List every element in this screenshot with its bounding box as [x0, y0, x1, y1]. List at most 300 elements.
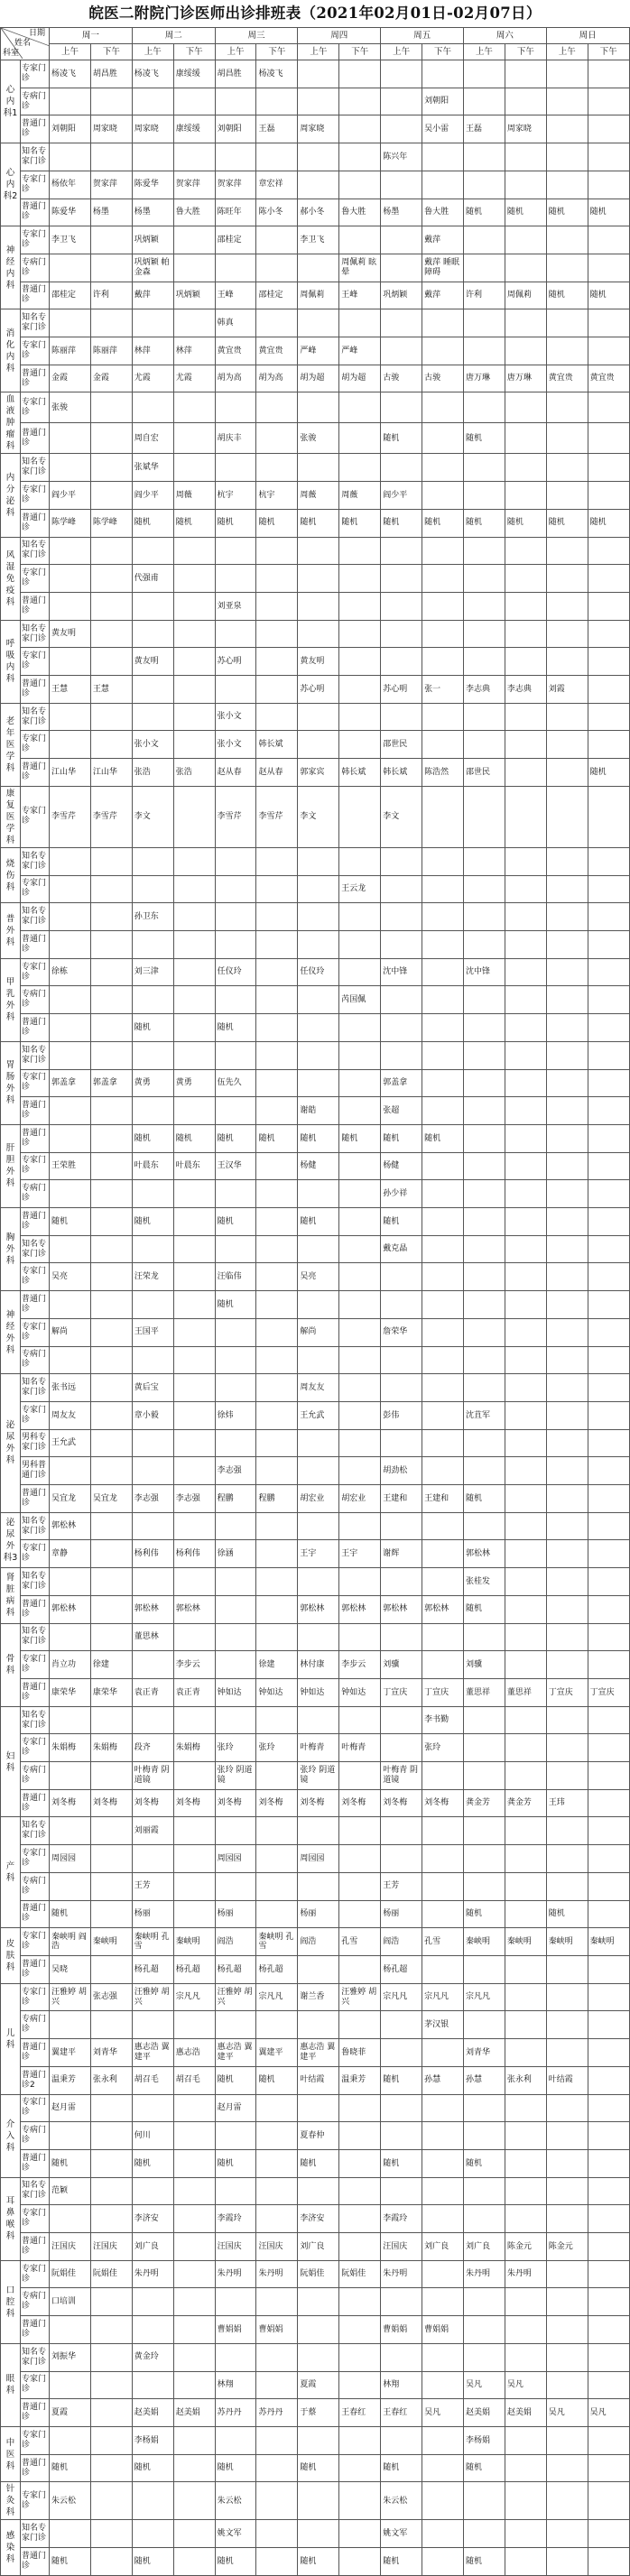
doctor-cell: 程鹏 — [215, 1485, 256, 1513]
doctor-cell: 韩真 — [215, 309, 256, 337]
doctor-cell — [50, 423, 91, 454]
doctor-cell: 张浩 — [132, 759, 173, 787]
doctor-cell — [173, 2371, 215, 2399]
doctor-cell — [90, 423, 132, 454]
doctor-cell: 巩炳颖 — [132, 226, 173, 254]
doctor-cell: 张小文 — [215, 703, 256, 731]
doctor-cell: 苏心明 — [215, 648, 256, 676]
doctor-cell: 汪雅婷 胡兴 — [132, 1983, 173, 2011]
doctor-cell: 巩炳颖 — [381, 282, 422, 309]
doctor-cell — [546, 60, 588, 88]
doctor-cell — [381, 171, 422, 199]
schedule-row — [1, 1595, 630, 1623]
doctor-cell: 沈中锋 — [463, 958, 505, 986]
doctor-cell: 李雪芹 — [215, 786, 256, 847]
clinic-type: 专病门诊 — [21, 986, 50, 1014]
doctor-cell — [173, 1872, 215, 1900]
clinic-type: 普通门诊 — [21, 1956, 50, 1984]
doctor-cell: 曹娟娟 — [215, 2316, 256, 2344]
doctor-cell — [463, 309, 505, 337]
pm-header: 下午 — [339, 44, 381, 60]
doctor-cell — [588, 1789, 629, 1817]
doctor-cell: 随机 — [381, 1124, 422, 1152]
doctor-cell — [132, 2288, 173, 2316]
schedule-row — [1, 1983, 630, 2011]
doctor-cell — [422, 2149, 464, 2177]
doctor-cell — [256, 986, 298, 1014]
schedule-row — [1, 2288, 630, 2316]
doctor-cell: 李卫飞 — [298, 226, 339, 254]
schedule-row — [1, 1900, 630, 1928]
doctor-cell — [505, 1069, 546, 1097]
doctor-cell: 周佩莉 眩晕 — [339, 254, 381, 282]
doctor-cell — [173, 1817, 215, 1845]
schedule-row — [1, 1235, 630, 1263]
doctor-cell — [505, 537, 546, 565]
doctor-cell: 杨健 — [298, 1152, 339, 1180]
doctor-cell — [381, 1014, 422, 1042]
schedule-row — [1, 1097, 630, 1125]
doctor-cell — [422, 309, 464, 337]
doctor-cell — [256, 2011, 298, 2039]
doctor-cell: 秦峡明 孔雪 — [132, 1928, 173, 1956]
department-name: 口腔科 — [1, 2260, 21, 2343]
doctor-cell — [463, 392, 505, 423]
doctor-cell: 叶晨东 — [173, 1152, 215, 1180]
doctor-cell — [215, 1595, 256, 1623]
doctor-cell — [505, 1900, 546, 1928]
doctor-cell — [256, 1762, 298, 1790]
doctor-cell — [256, 2426, 298, 2454]
doctor-cell — [588, 1485, 629, 1513]
doctor-cell — [339, 2371, 381, 2399]
doctor-cell — [505, 2094, 546, 2122]
doctor-cell — [505, 1540, 546, 1568]
doctor-cell — [256, 454, 298, 482]
doctor-cell — [132, 88, 173, 115]
doctor-cell — [173, 958, 215, 986]
doctor-cell: 林翔 — [215, 2371, 256, 2399]
schedule-row — [1, 2094, 630, 2122]
department-name: 泌尿外科3 — [1, 1512, 21, 1567]
doctor-cell: 刘骥 — [381, 1651, 422, 1679]
doctor-cell — [588, 2177, 629, 2205]
clinic-type: 专家门诊 — [21, 226, 50, 254]
doctor-cell: 章静 — [50, 1540, 91, 1568]
doctor-cell — [546, 482, 588, 510]
doctor-cell — [381, 903, 422, 931]
doctor-cell — [463, 1291, 505, 1319]
doctor-cell: 王允武 — [298, 1401, 339, 1429]
doctor-cell: 杨孔超 — [215, 1956, 256, 1984]
doctor-cell — [132, 2482, 173, 2520]
doctor-cell: 周薇 — [298, 482, 339, 510]
pm-header: 下午 — [256, 44, 298, 60]
doctor-cell — [298, 2316, 339, 2344]
doctor-cell — [546, 2520, 588, 2548]
doctor-cell — [256, 1235, 298, 1263]
doctor-cell — [422, 2454, 464, 2482]
clinic-type: 专家门诊 — [21, 392, 50, 423]
doctor-cell — [90, 2149, 132, 2177]
doctor-cell — [588, 676, 629, 704]
doctor-cell — [381, 254, 422, 282]
doctor-cell — [339, 1152, 381, 1180]
doctor-cell: 惠志浩 翼建平 — [132, 2039, 173, 2067]
doctor-cell — [588, 903, 629, 931]
department-name: 血液肿瘤科 — [1, 392, 21, 454]
doctor-cell — [463, 903, 505, 931]
doctor-cell: 阮娟佳 — [90, 2260, 132, 2288]
clinic-type: 知名专家门诊 — [21, 1374, 50, 1402]
doctor-cell — [339, 847, 381, 875]
doctor-cell: 随机 — [298, 1208, 339, 1236]
schedule-row — [1, 482, 630, 510]
doctor-cell — [381, 2094, 422, 2122]
doctor-cell — [422, 2094, 464, 2122]
doctor-cell — [505, 1097, 546, 1125]
doctor-cell: 朱丹明 — [381, 2260, 422, 2288]
doctor-cell — [546, 703, 588, 731]
doctor-cell: 代强甫 — [132, 565, 173, 593]
doctor-cell — [256, 676, 298, 704]
doctor-cell — [505, 903, 546, 931]
doctor-cell: 李杨娟 — [132, 2426, 173, 2454]
doctor-cell — [298, 1623, 339, 1651]
doctor-cell: 杨凌飞 — [256, 60, 298, 88]
doctor-cell: 随机 — [132, 2548, 173, 2576]
doctor-cell — [50, 143, 91, 171]
doctor-cell: 李杨娟 — [463, 2426, 505, 2454]
doctor-cell — [132, 2520, 173, 2548]
doctor-cell — [588, 930, 629, 958]
department-name: 神经内科 — [1, 226, 21, 309]
doctor-cell: 王云龙 — [339, 875, 381, 903]
doctor-cell: 张永利 — [505, 2066, 546, 2094]
doctor-cell — [90, 2288, 132, 2316]
am-header: 上午 — [298, 44, 339, 60]
doctor-cell — [50, 1235, 91, 1263]
doctor-cell: 陈学峰 — [90, 509, 132, 537]
doctor-cell — [298, 1706, 339, 1734]
schedule-row — [1, 454, 630, 482]
doctor-cell — [215, 454, 256, 482]
doctor-cell — [546, 1318, 588, 1346]
doctor-cell — [90, 1124, 132, 1152]
doctor-cell: 章宏祥 — [256, 171, 298, 199]
doctor-cell — [256, 309, 298, 337]
doctor-cell — [546, 847, 588, 875]
doctor-cell — [173, 620, 215, 648]
doctor-cell: 杭宇 — [256, 482, 298, 510]
schedule-row — [1, 1041, 630, 1069]
doctor-cell: 赵从春 — [256, 759, 298, 787]
doctor-cell — [90, 88, 132, 115]
doctor-cell: 黄友明 — [50, 620, 91, 648]
doctor-cell — [298, 1512, 339, 1540]
clinic-type: 专家门诊 — [21, 875, 50, 903]
doctor-cell — [173, 1291, 215, 1319]
doctor-cell: 茅汉银 — [422, 2011, 464, 2039]
doctor-cell: 郭松林 — [173, 1595, 215, 1623]
doctor-cell: 董思林 — [132, 1623, 173, 1651]
clinic-type: 普通门诊 — [21, 1900, 50, 1928]
clinic-type: 男科普通门诊 — [21, 1457, 50, 1485]
doctor-cell — [90, 482, 132, 510]
schedule-row — [1, 88, 630, 115]
doctor-cell: 周佩莉 — [298, 282, 339, 309]
doctor-cell: 刘冬梅 — [50, 1789, 91, 1817]
doctor-cell: 随机 — [422, 509, 464, 537]
clinic-type: 普通门诊 — [21, 2149, 50, 2177]
doctor-cell: 邵桂定 — [256, 282, 298, 309]
doctor-cell — [505, 392, 546, 423]
doctor-cell — [298, 537, 339, 565]
doctor-cell — [546, 115, 588, 143]
clinic-type: 专家门诊 — [21, 1928, 50, 1956]
doctor-cell — [173, 226, 215, 254]
doctor-cell: 翼建平 — [50, 2039, 91, 2067]
doctor-cell: 谢兰香 — [298, 1983, 339, 2011]
doctor-cell — [215, 1651, 256, 1679]
doctor-cell — [422, 2482, 464, 2520]
doctor-cell: 鲁晓菲 — [339, 2039, 381, 2067]
doctor-cell: 陈爱华 — [50, 199, 91, 226]
doctor-cell: 黄宜贵 — [256, 337, 298, 365]
doctor-cell — [339, 1235, 381, 1263]
doctor-cell — [505, 1706, 546, 1734]
doctor-cell — [505, 1734, 546, 1762]
doctor-cell — [546, 1540, 588, 1568]
doctor-cell — [256, 2371, 298, 2399]
schedule-row — [1, 1069, 630, 1097]
doctor-cell — [50, 1041, 91, 1069]
doctor-cell — [339, 2094, 381, 2122]
doctor-cell — [422, 565, 464, 593]
doctor-cell — [505, 309, 546, 337]
doctor-cell — [173, 1401, 215, 1429]
schedule-row — [1, 620, 630, 648]
doctor-cell: 随机 — [173, 1124, 215, 1152]
clinic-type: 专家门诊 — [21, 1540, 50, 1568]
doctor-cell: 朱丹明 — [215, 2260, 256, 2288]
doctor-cell: 张浩 — [173, 759, 215, 787]
doctor-cell — [339, 2288, 381, 2316]
doctor-cell — [90, 1041, 132, 1069]
doctor-cell: 苏心明 — [381, 676, 422, 704]
doctor-cell — [505, 1124, 546, 1152]
doctor-cell — [588, 1097, 629, 1125]
doctor-cell — [298, 1568, 339, 1596]
doctor-cell — [50, 1568, 91, 1596]
doctor-cell — [298, 60, 339, 88]
doctor-cell: 王建和 — [381, 1485, 422, 1513]
doctor-cell: 李步云 — [339, 1651, 381, 1679]
doctor-cell: 汪国庆 — [381, 2233, 422, 2261]
doctor-cell — [463, 2343, 505, 2371]
schedule-row — [1, 958, 630, 986]
doctor-cell: 芮国佩 — [339, 986, 381, 1014]
doctor-cell: 江山华 — [90, 759, 132, 787]
doctor-cell: 古骏 — [381, 365, 422, 392]
doctor-cell: 随机 — [215, 2454, 256, 2482]
doctor-cell: 叶结霞 — [546, 2066, 588, 2094]
doctor-cell: 阎少平 — [381, 482, 422, 510]
doctor-cell — [173, 2548, 215, 2576]
doctor-cell — [339, 1872, 381, 1900]
doctor-cell: 周家晓 — [90, 115, 132, 143]
doctor-cell — [50, 1762, 91, 1790]
doctor-cell — [132, 930, 173, 958]
doctor-cell — [463, 986, 505, 1014]
doctor-cell: 随机 — [256, 1124, 298, 1152]
doctor-cell: 随机 — [505, 199, 546, 226]
clinic-type: 普通门诊 — [21, 930, 50, 958]
doctor-cell — [381, 1623, 422, 1651]
doctor-cell: 严峰 — [298, 337, 339, 365]
schedule-row — [1, 1789, 630, 1817]
doctor-cell — [339, 620, 381, 648]
doctor-cell: 郭松林 — [422, 1595, 464, 1623]
clinic-type: 普通门诊 — [21, 1097, 50, 1125]
doctor-cell — [463, 930, 505, 958]
doctor-cell — [90, 1623, 132, 1651]
doctor-cell — [50, 731, 91, 759]
doctor-cell — [546, 1956, 588, 1984]
doctor-cell — [256, 537, 298, 565]
doctor-cell — [505, 1817, 546, 1845]
department-name: 感染科 — [1, 2520, 21, 2575]
doctor-cell — [463, 1318, 505, 1346]
doctor-cell: 刘青华 — [90, 2039, 132, 2067]
doctor-cell: 韩长斌 — [381, 759, 422, 787]
doctor-cell — [132, 1845, 173, 1873]
schedule-row — [1, 676, 630, 704]
doctor-cell — [463, 1097, 505, 1125]
doctor-cell — [505, 786, 546, 847]
schedule-row — [1, 2177, 630, 2205]
doctor-cell: 随机 — [588, 759, 629, 787]
doctor-cell — [132, 986, 173, 1014]
doctor-cell: 周园园 — [215, 1845, 256, 1873]
department-name: 眼科 — [1, 2343, 21, 2426]
doctor-cell — [50, 2122, 91, 2150]
clinic-type: 普通门诊 — [21, 115, 50, 143]
doctor-cell — [422, 986, 464, 1014]
doctor-cell — [132, 1041, 173, 1069]
doctor-cell — [298, 454, 339, 482]
doctor-cell — [90, 1318, 132, 1346]
doctor-cell: 王允武 — [50, 1429, 91, 1457]
doctor-cell — [339, 1069, 381, 1097]
doctor-cell — [546, 1457, 588, 1485]
doctor-cell — [463, 1706, 505, 1734]
doctor-cell — [90, 1457, 132, 1485]
doctor-cell: 李雪芹 — [50, 786, 91, 847]
doctor-cell — [339, 1817, 381, 1845]
doctor-cell — [505, 60, 546, 88]
doctor-cell: 随机 — [132, 1208, 173, 1236]
doctor-cell — [173, 143, 215, 171]
doctor-cell: 汪国庆 — [50, 2233, 91, 2261]
clinic-type: 普通门诊 — [21, 2454, 50, 2482]
doctor-cell — [546, 1263, 588, 1291]
doctor-cell — [132, 875, 173, 903]
doctor-cell — [422, 2288, 464, 2316]
doctor-cell: 秦峡明 — [90, 1928, 132, 1956]
doctor-cell: 任仪玲 — [298, 958, 339, 986]
doctor-cell: 任仪玲 — [215, 958, 256, 986]
doctor-cell: 谢辉 — [381, 1540, 422, 1568]
doctor-cell — [173, 676, 215, 704]
clinic-type: 专家门诊 — [21, 1651, 50, 1679]
doctor-cell — [422, 423, 464, 454]
schedule-row — [1, 1512, 630, 1540]
doctor-cell — [422, 1041, 464, 1069]
clinic-type: 知名专家门诊 — [21, 1512, 50, 1540]
department-name: 甲乳外科 — [1, 958, 21, 1041]
doctor-cell — [339, 1291, 381, 1319]
doctor-cell — [505, 1291, 546, 1319]
doctor-cell — [256, 1069, 298, 1097]
doctor-cell — [215, 1041, 256, 1069]
doctor-cell — [298, 703, 339, 731]
clinic-type: 专家门诊 — [21, 1401, 50, 1429]
doctor-cell: 金霞 — [90, 365, 132, 392]
doctor-cell — [546, 2316, 588, 2344]
doctor-cell — [339, 2520, 381, 2548]
doctor-cell: 郭松林 — [463, 1540, 505, 1568]
doctor-cell — [463, 2520, 505, 2548]
doctor-cell — [422, 2039, 464, 2067]
doctor-cell — [339, 1457, 381, 1485]
doctor-cell: 随机 — [381, 2454, 422, 2482]
schedule-row — [1, 1152, 630, 1180]
pm-header: 下午 — [173, 44, 215, 60]
doctor-cell: 杨孔超 — [256, 1956, 298, 1984]
doctor-cell — [546, 1512, 588, 1540]
doctor-cell: 宗凡凡 — [173, 1983, 215, 2011]
doctor-cell — [50, 1346, 91, 1374]
doctor-cell — [505, 1374, 546, 1402]
doctor-cell — [505, 2520, 546, 2548]
doctor-cell — [381, 537, 422, 565]
doctor-cell — [339, 1014, 381, 1042]
doctor-cell — [588, 392, 629, 423]
doctor-cell: 刘三津 — [132, 958, 173, 986]
doctor-cell — [463, 565, 505, 593]
doctor-cell — [381, 60, 422, 88]
header-row-days — [1, 28, 630, 44]
doctor-cell — [298, 2426, 339, 2454]
doctor-cell — [588, 1318, 629, 1346]
am-header: 上午 — [463, 44, 505, 60]
doctor-cell — [90, 392, 132, 423]
schedule-row — [1, 2011, 630, 2039]
doctor-cell: 杨墨 — [381, 199, 422, 226]
doctor-cell — [505, 1401, 546, 1429]
doctor-cell: 朱丹明 — [505, 2260, 546, 2288]
doctor-cell: 惠志浩 翼建平 — [298, 2039, 339, 2067]
doctor-cell — [173, 1263, 215, 1291]
schedule-row — [1, 1014, 630, 1042]
doctor-cell — [50, 847, 91, 875]
doctor-cell — [505, 1235, 546, 1263]
doctor-cell — [298, 392, 339, 423]
doctor-cell — [546, 759, 588, 787]
doctor-cell — [588, 1734, 629, 1762]
doctor-cell — [381, 1346, 422, 1374]
